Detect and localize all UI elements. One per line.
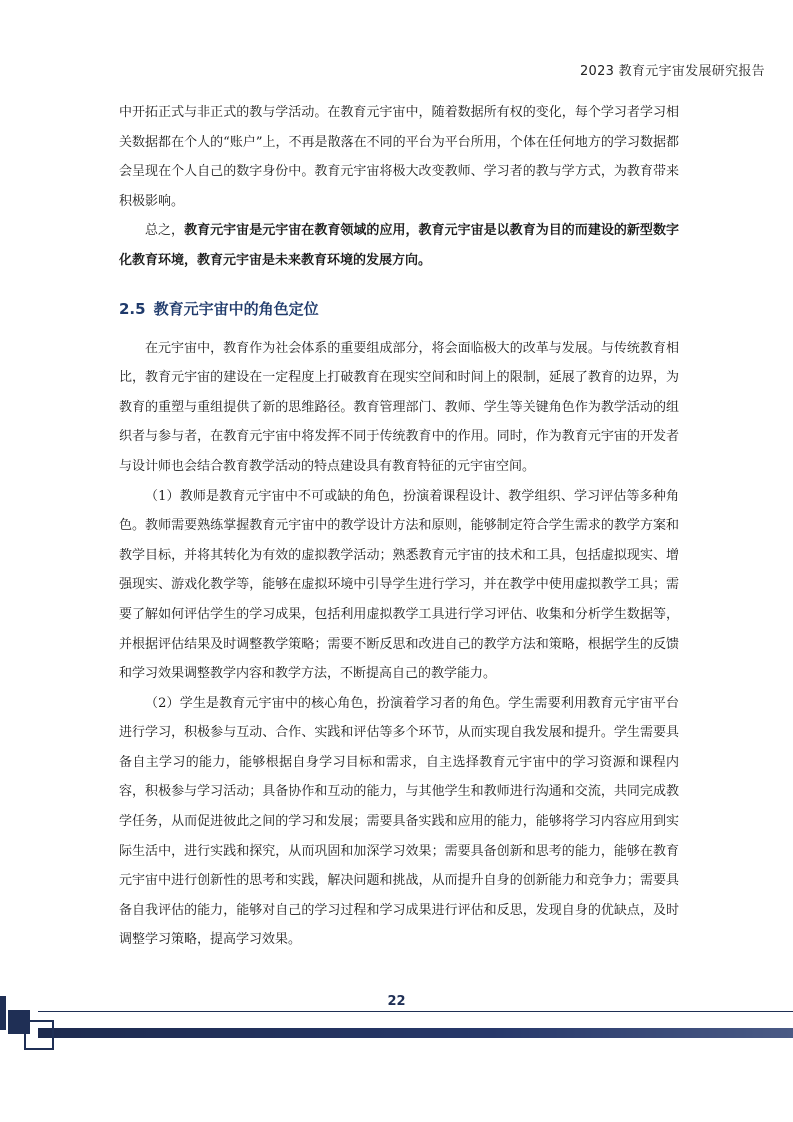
body-paragraph-intro: 在元宇宙中，教育作为社会体系的重要组成部分，将会面临极大的改革与发展。与传统教育相比，教育元宇宙的建设在一定程度上打破教育在现实空间和时间上的限制，延展了教育的边界，为教育的重塑与重组提供了新的思维路径。教育管理部门、教师、学生等关键角色作为教学活动的组织者与参与者，在教育元宇宙中将发挥不同于传统教育中的作用。同时，作为教育元宇宙的开发者与设计师也会结合教育教学活动的特点建设具有教育特征的元宇宙空间。 — [119, 340, 679, 474]
summary-bold-text: 教育元宇宙是元宇宙在教育领域的应用，教育元宇宙是以教育为目的而建设的新型数字化教育环境，教育元宇宙是未来教育环境的发展方向。 — [119, 223, 679, 268]
body-paragraph-continued: 中开拓正式与非正式的教与学活动。在教育元宇宙中，随着数据所有权的变化，每个学习者学习相关数据都在个人的“账户”上，不再是散落在不同的平台为平台所用，个体在任何地方的学习数据都会呈现在个人自己的数字身份中。教育元宇宙将极大改变教师、学习者的教与学方式，为教育带来积极影响。 — [119, 105, 679, 209]
page-number: 22 — [387, 994, 406, 1009]
running-header-title: 2023 教育元宇宙发展研究报告 — [579, 64, 765, 79]
footer-band — [38, 1028, 793, 1038]
section-heading — [119, 298, 679, 320]
summary-paragraph — [119, 216, 679, 275]
page-content — [119, 98, 679, 955]
footer-outline-square — [24, 1020, 54, 1050]
page-footer — [0, 990, 793, 1060]
section-number: 2.5 — [119, 299, 146, 318]
body-paragraph-student: （2）学生是教育元宇宙中的核心角色，扮演着学习者的角色。学生需要利用教育元宇宙平台进行学习，积极参与互动、合作、实践和评估等多个环节，从而实现自我发展和提升。学生需要具备自主学习的能力，能够根据自身学习目标和需求，自主选择教育元宇宙中的学习资源和课程内容，积极参与学习活动；具备协作和互动的能力，与其他学生和教师进行沟通和交流，共同完成教学任务，从而促进彼此之间的学习和发展；需要具备实践和应用的能力，能够将学习内容应用到实际生活中，进行实践和探究，从而巩固和加深学习效果；需要具备创新和思考的能力，能够在教育元宇宙中进行创新性的思考和实践，解决问题和挑战，从而提升自身的创新能力和竞争力；需要具备自我评估的能力，能够对自己的学习过程和学习成果进行评估和反思，发现自身的优缺点，及时调整学习策略，提高学习效果。 — [119, 695, 679, 948]
section-title: 教育元宇宙中的角色定位 — [153, 299, 319, 318]
body-paragraph-teacher: （1）教师是教育元宇宙中不可或缺的角色，扮演着课程设计、教学组织、学习评估等多种角色。教师需要熟练掌握教育元宇宙中的教学设计方法和原则，能够制定符合学生需求的教学方案和教学目标，并将其转化为有效的虚拟教学活动；熟悉教育元宇宙的技术和工具，包括虚拟现实、增强现实、游戏化教学等，能够在虚拟环境中引导学生进行学习，并在教学中使用虚拟教学工具；需要了解如何评估学生的学习成果，包括利用虚拟教学工具进行学习评估、收集和分析学生数据等，并根据评估结果及时调整教学策略；需要不断反思和改进自己的教学方法和策略，根据学生的反馈和学习效果调整教学内容和教学方法，不断提高自己的教学能力。 — [119, 488, 679, 682]
footer-top-rule — [38, 1011, 793, 1012]
summary-lead: 总之， — [145, 223, 185, 239]
